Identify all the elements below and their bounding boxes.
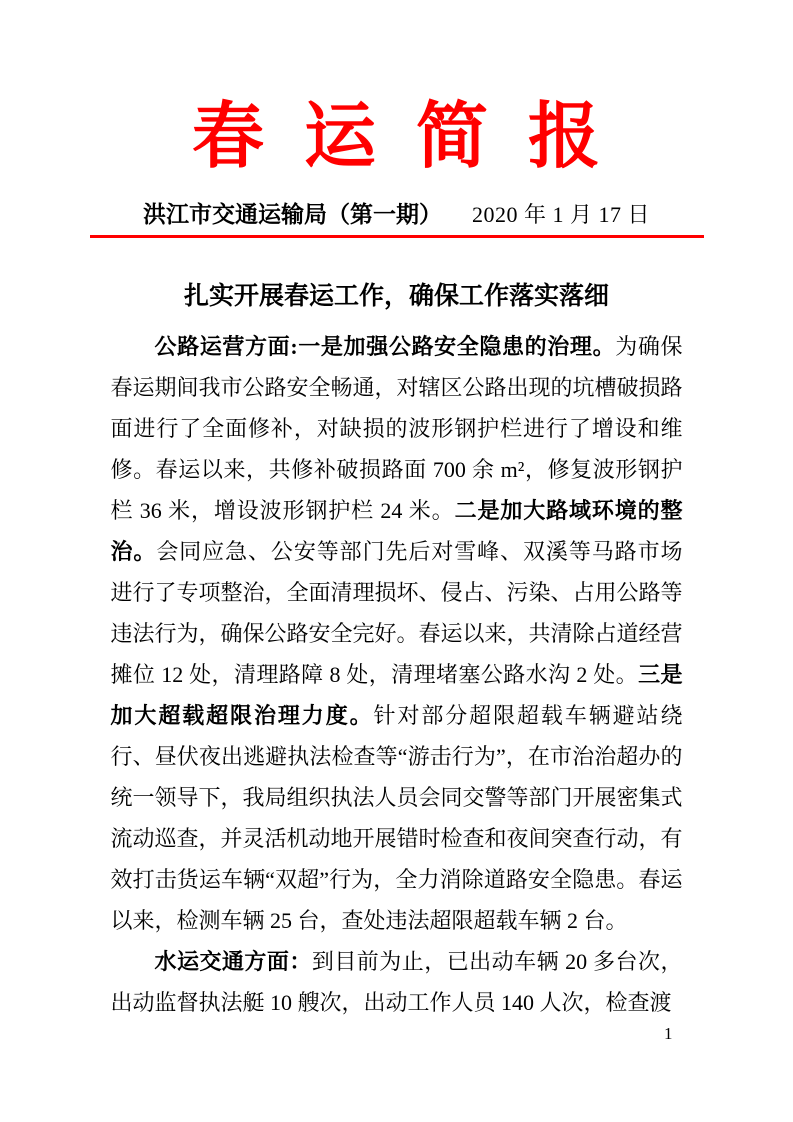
lead-waterway: 水运交通方面： (154, 948, 312, 974)
lead-road-environment: 二是加大路域环境的整治。 (110, 497, 683, 564)
lead-overload-control: 三是加大超载超限治理力度。 (110, 661, 683, 728)
text-highway-repair: 为确保春运期间我市公路安全畅通，对辖区公路出现的坑槽破损路面进行了全面修补，对缺损的波形钢护栏进行了增设和维修。春运以来，共修补破损路面 700 余 m²，修复波形钢护栏 36 米，增设波形钢护栏 24 米。 (110, 333, 683, 523)
divider-rule (90, 235, 704, 238)
document-title: 春 运 简 报 (191, 97, 601, 177)
issuer-name: 洪江市交通运输局（第一期） (142, 201, 442, 227)
page-number: 1 (664, 1023, 673, 1043)
issue-date: 2020 年 1 月 17 日 (471, 201, 650, 227)
text-road-environment: 会同应急、公安等部门先后对雪峰、双溪等马路市场进行了专项整治，全面清理损坏、侵占、污染、占用公路等违法行为，确保公路安全完好。春运以来，共清除占道经营摊位 12 处，清理路障 8 处，清理堵塞公路水沟 2 处。 (110, 538, 683, 687)
article-body (111, 326, 683, 1023)
paragraph-highway (111, 326, 683, 941)
lead-highway-safety: 公路运营方面:一是加强公路安全隐患的治理。 (154, 333, 616, 359)
article-heading: 扎实开展春运工作，确保工作落实落细 (183, 282, 609, 310)
text-waterway: 到目前为止，已出动车辆 20 多台次，出动监督执法艇 10 艘次，出动工作人员 140 人次，检查渡 (110, 948, 683, 1015)
text-overload-control: 针对部分超限超载车辆避站绕行、昼伏夜出逃避执法检查等“游击行为”，在市治治超办的统一领导下，我局组织执法人员会同交警等部门开展密集式流动巡查，并灵活机动地开展错时检查和夜间突查行动，有效打击货运车辆“双超”行为，全力消除道路安全隐患。春运以来，检测车辆 25 台，查处违法超限超载车辆 2 台。 (110, 702, 683, 933)
paragraph-waterway (111, 941, 683, 1023)
masthead (0, 201, 793, 230)
